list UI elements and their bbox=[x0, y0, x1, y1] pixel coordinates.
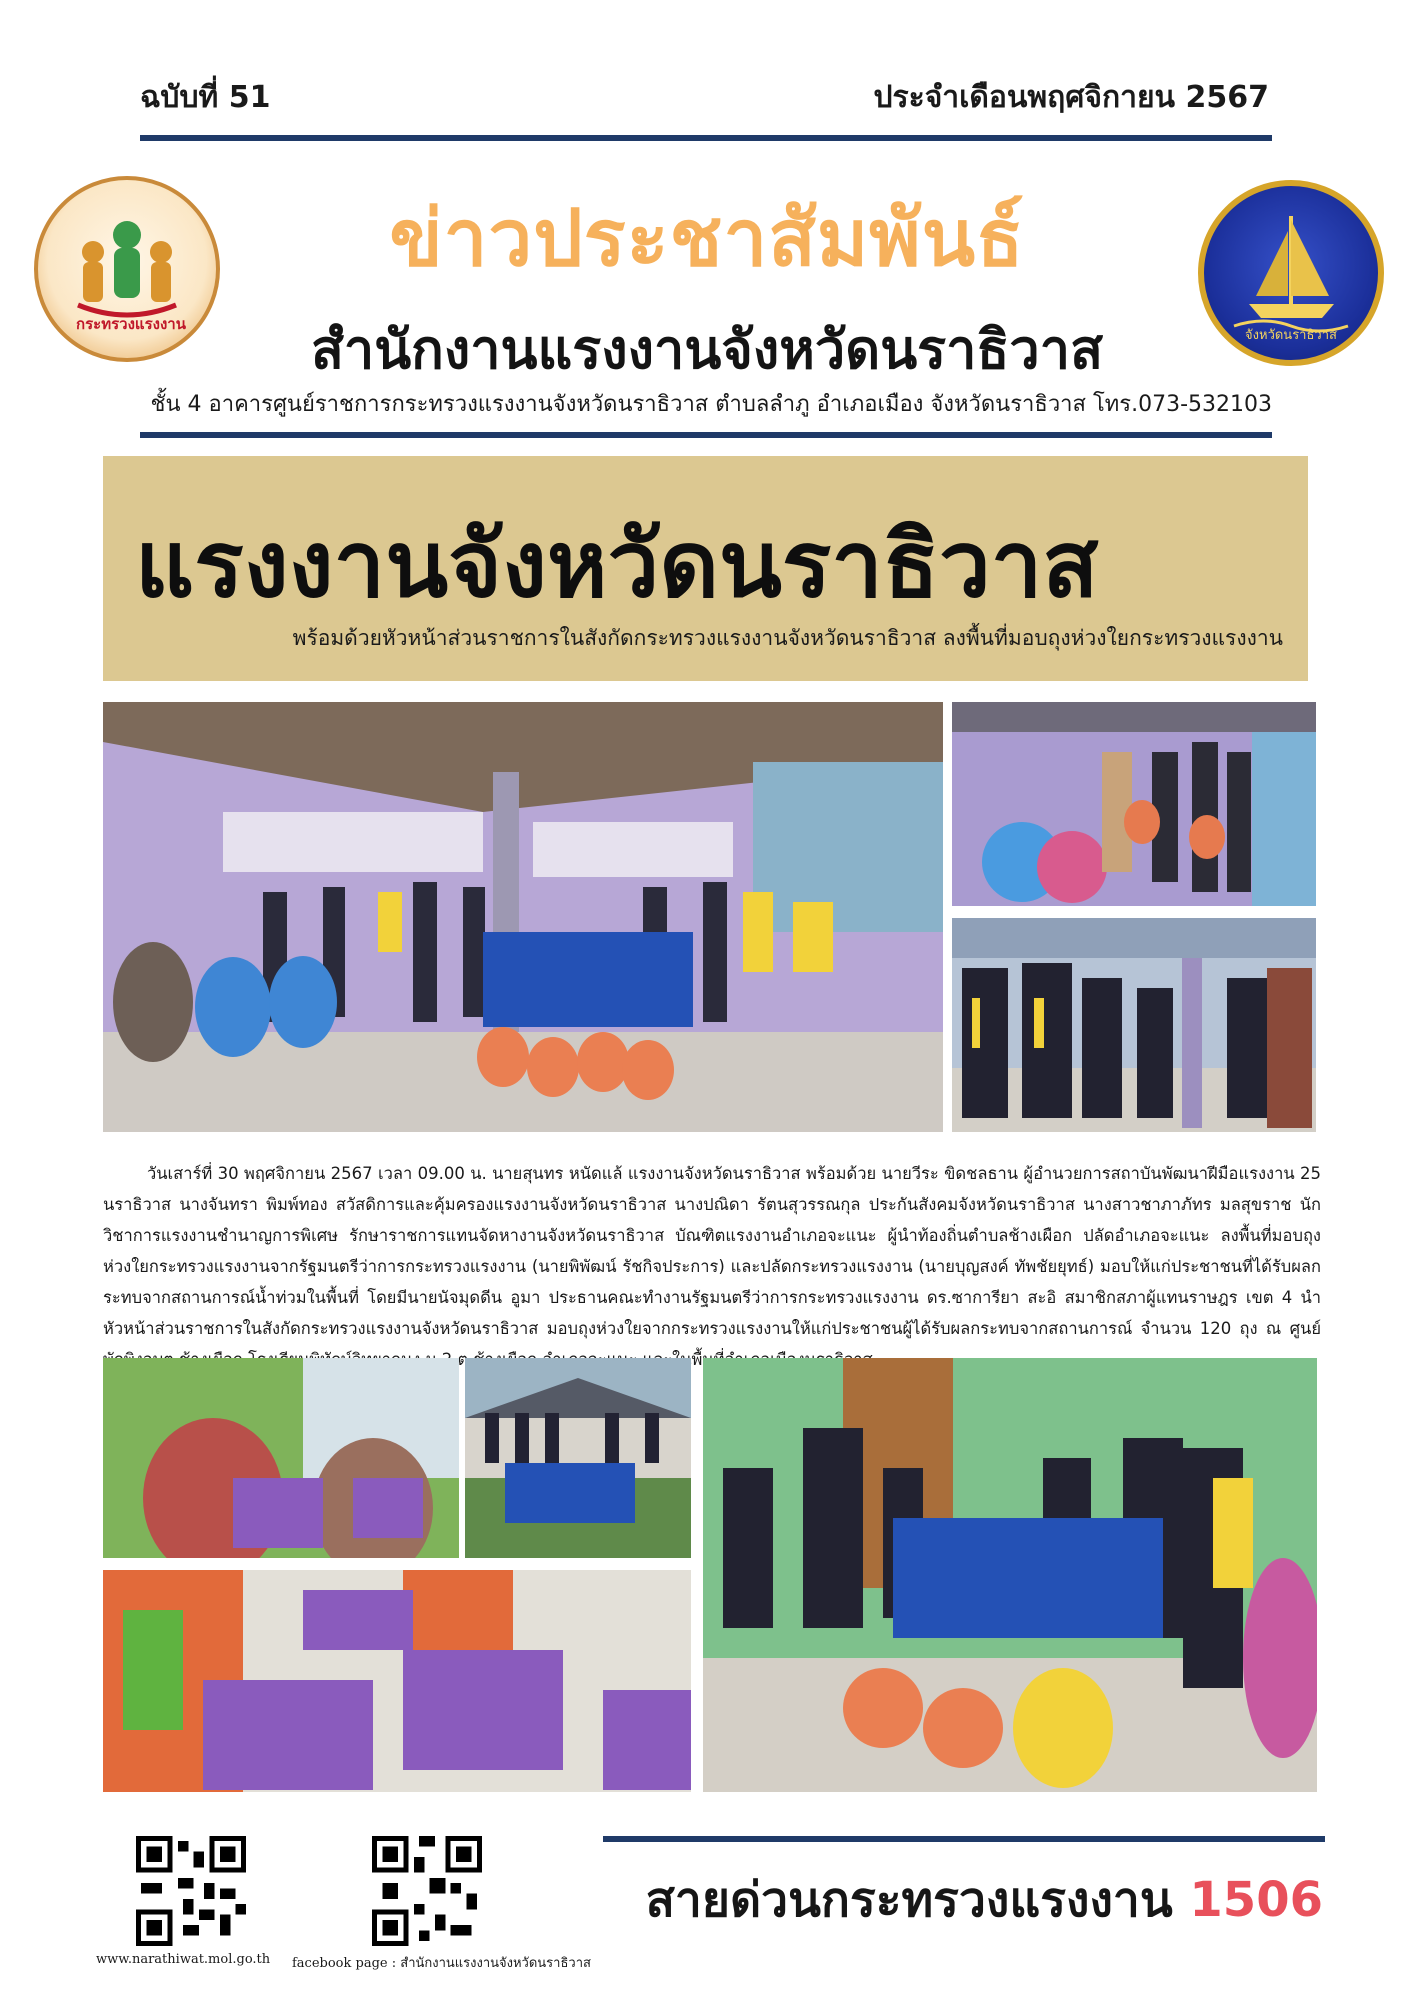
title-banner bbox=[103, 456, 1308, 681]
website-qr-code[interactable] bbox=[136, 1836, 246, 1946]
hotline-divider bbox=[603, 1836, 1325, 1842]
office-address: ชั้น 4 อาคารศูนย์ราชการกระทรวงแรงงานจังหวัดนราธิวาส ตำบลลำภู อำเภอเมือง จังหวัดนราธิวาส โทร.073-532103 bbox=[150, 392, 1272, 417]
issue-month: ประจำเดือนพฤศจิกายน 2567 bbox=[873, 80, 1269, 115]
left-logo-text: กระทรวงแรงงาน bbox=[76, 315, 186, 333]
banner-subtitle: พร้อมด้วยหัวหน้าส่วนราชการในสังกัดกระทรวงแรงงานจังหวัดนราธิวาส ลงพื้นที่มอบถุงห่วงใยกระทรวงแรงงาน bbox=[292, 626, 1283, 650]
photo-woman-with-bag bbox=[103, 1358, 459, 1558]
page-headline: ข่าวประชาสัมพันธ์ bbox=[389, 194, 1025, 284]
hotline-label: สายด่วนกระทรวงแรงงาน bbox=[645, 1872, 1173, 1928]
article-paragraph: วันเสาร์ที่ 30 พฤศจิกายน 2567 เวลา 09.00 น. นายสุนทร หนัดแล้ แรงงานจังหวัดนราธิวาส พร้อมด้วย นายวีระ ขิดชลธาน ผู้อำนวยการสถาบันพัฒนาฝีมือแรงงาน 25 นราธิวาส นางจันทรา พิมพ์ทอง สวัสดิการและคุ้มครองแรงงานจังหวัดนราธิวาส นางปณิดา รัตนสุวรรณกุล ประกันสังคมจังหวัดนราธิวาส นางสาวชาภาภัทร มลสุขราช นักวิชาการแรงงานชำนาญการพิเศษ รักษาราชการแทนจัดหางานจังหวัดนราธิวาส บัณฑิตแรงงานอำเภอจะแนะ ผู้นำท้องถิ่นตำบลช้างเผือก ปลัดอำเภอจะแนะ ลงพื้นที่มอบถุงห่วงใยกระทรวงแรงงานจากรัฐมนตรีว่าการกระทรวงแรงงาน (นายพิพัฒน์ รัชกิจประการ) และปลัดกระทรวงแรงงาน (นายบุญสงค์ ทัพชัยยุทธ์) มอบให้แก่ประชาชนที่ได้รับผลกระทบจากสถานการณ์น้ำท่วมในพื้นที่ โดยมีนายนัจมุดดีน อูมา ประธานคณะทำงานรัฐมนตรีว่าการกระทรวงแรงงาน ดร.ซาการียา สะอิ สมาชิกสภาผู้แทนราษฎร เขต 4 นำหัวหน้าส่วนราชการในสังกัดกระทรวงแรงงานจังหวัดนราธิวาส มอบถุงห่วงใยจากกระทรวงแรงงานให้แก่ประชาชนผู้ได้รับผลกระทบจากสถานการณ์ จำนวน 120 ถุง ณ ศูนย์ bbox=[103, 1164, 1321, 1338]
banner-title: แรงงานจังหวัดนราธิวาส bbox=[135, 511, 1099, 618]
office-name: สำนักงานแรงงานจังหวัดนราธิวาส bbox=[310, 318, 1104, 381]
ministry-of-labour-logo bbox=[34, 176, 220, 362]
photo-group-handover bbox=[103, 702, 943, 1132]
top-divider bbox=[140, 135, 1272, 141]
photo-villagers-receiving bbox=[952, 702, 1316, 906]
photo-officials-meeting bbox=[952, 918, 1316, 1132]
photo-care-bags-closeup bbox=[103, 1570, 691, 1792]
hotline-callout bbox=[603, 1862, 1323, 1938]
article-body bbox=[103, 1158, 1321, 1375]
facebook-qr-code[interactable] bbox=[372, 1836, 482, 1946]
narathiwat-province-seal bbox=[1198, 180, 1384, 366]
hotline-number[interactable]: 1506 bbox=[1189, 1872, 1323, 1928]
photo-officials-with-banner bbox=[703, 1358, 1317, 1792]
website-url[interactable]: www.narathiwat.mol.go.th bbox=[96, 1952, 271, 1967]
header-divider bbox=[140, 432, 1272, 438]
facebook-page-label[interactable]: facebook page : สำนักงานแรงงานจังหวัดนราธิวาส bbox=[292, 1956, 591, 1971]
right-logo-text: จังหวัดนราธิวาส bbox=[1245, 328, 1337, 343]
issue-number: ฉบับที่ 51 bbox=[140, 80, 271, 115]
photo-group-outdoor bbox=[465, 1358, 691, 1558]
